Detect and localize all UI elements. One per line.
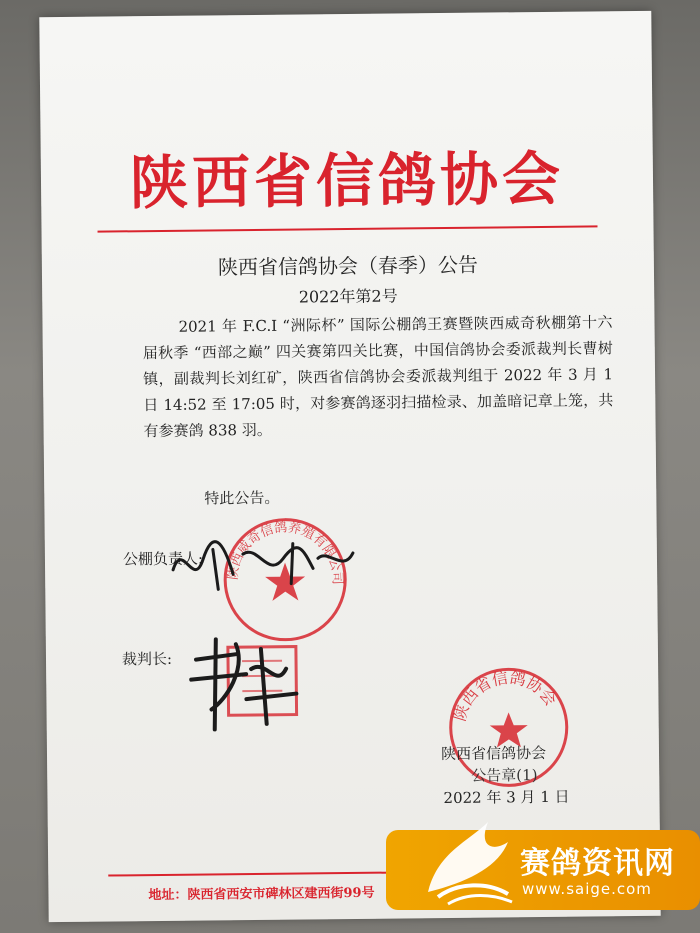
watermark-name: 赛鸽资讯网 [520,846,675,881]
pigeon-logo-icon [408,812,518,908]
svg-text:陕西省信鸽协会 [449,667,560,723]
loft-manager-signature [163,528,364,600]
notice-closing: 特此公告。 [204,488,280,508]
issue-date: 2022 年 3 月 1 日 [443,787,570,808]
issuer-seal-label: 公告章(1) [471,766,538,785]
footer-address: 地址：陕西省西安市碑林区建西街99号 [148,885,375,904]
issuer-name: 陕西省信鸽协会 [440,743,547,764]
notice-title: 陕西省信鸽协会（春季）公告 [217,252,479,280]
letterhead-title: 陕西省信鸽协会 [129,144,565,218]
association-seal-ring-text: 陕西省信鸽协会 [449,667,561,724]
document-page [39,11,660,922]
loft-manager-label: 公棚负责人: [122,549,204,569]
loft-seal-ring-text: 陕西威奇信鸽养殖有限公司 [225,520,345,585]
letterhead-rule [98,225,598,232]
watermark-url: www.saige.com [522,880,652,898]
notice-body: 2021 年 F.C.I “洲际杯” 国际公棚鸽王赛暨陕西威奇秋棚第十六届秋季 “西部之巅” 四关赛第四关比赛，中国信鸽协会委派裁判长曹树镇，副裁判长刘红矿，陕西省信鸽协会委派裁判组于 2022 年 3 月 1 日 14:52 至 17:05 时，对参赛鸽逐羽扫描检录、加盖暗记章上笼，共有参赛鸽 838 羽。 [142,313,614,441]
referee-signature [176,628,307,739]
notice-number: 2022年第2号 [298,286,398,307]
referee-label: 裁判长: [121,649,173,669]
